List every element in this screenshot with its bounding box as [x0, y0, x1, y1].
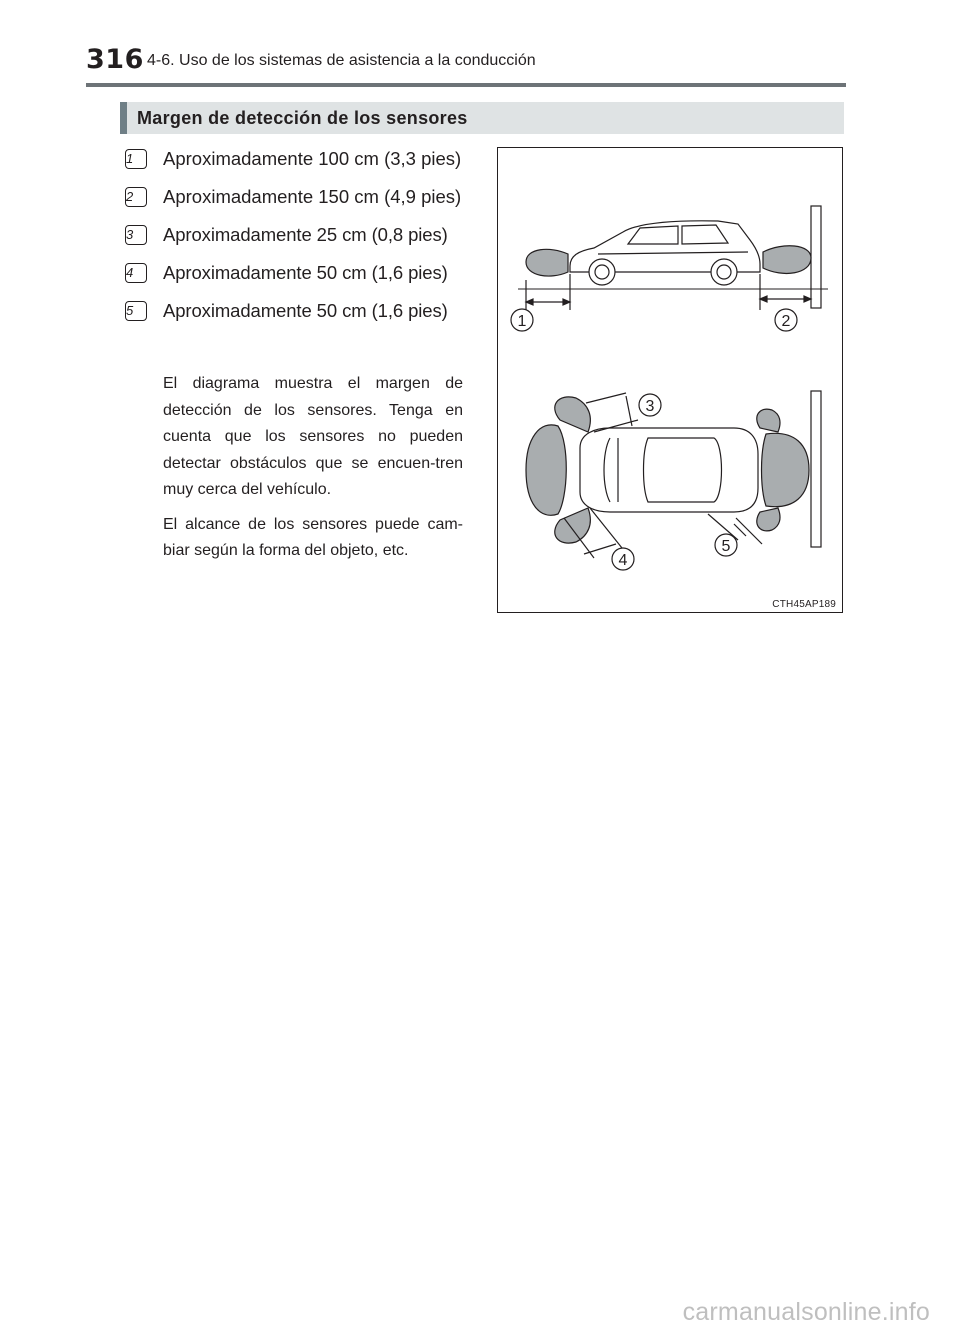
- rear-detection-zone-icon: [763, 246, 811, 274]
- item-number-marker: 2: [125, 187, 147, 207]
- list-item: [125, 181, 465, 212]
- page-number: 316: [86, 44, 144, 75]
- note-paragraph: El diagrama muestra el margen de detección de los sensores. Tenga en cuenta que los sensores no pueden detectar obstáculos que se encuen-tren muy cerca del vehículo.: [163, 375, 463, 498]
- wall-icon: [811, 206, 821, 308]
- section-heading-bar: [120, 102, 844, 134]
- list-item-text: Aproximadamente 50 cm (1,6 pies): [163, 300, 448, 321]
- callout-label: 2: [781, 313, 791, 330]
- sensor-range-diagram: [497, 147, 843, 613]
- item-number-marker: 1: [125, 149, 147, 169]
- chapter-title: 4-6. Uso de los sistemas de asistencia a la conducción: [147, 52, 536, 69]
- notes-block: [163, 371, 463, 573]
- callout-label: 3: [645, 398, 655, 415]
- watermark: carmanualsonline.info: [682, 1298, 930, 1326]
- figure-code: CTH45AP189: [772, 599, 836, 610]
- list-item-text: Aproximadamente 50 cm (1,6 pies): [163, 262, 448, 283]
- list-item: [125, 295, 465, 326]
- section-title: Margen de detección de los sensores: [137, 108, 468, 128]
- callout-label: 4: [618, 552, 628, 569]
- header-divider: [86, 83, 846, 87]
- wall-icon: [811, 391, 821, 547]
- car-top-icon: [580, 428, 758, 512]
- sensor-range-illustration: [498, 148, 844, 614]
- wheel-icon: [711, 259, 737, 285]
- callout-label: 1: [517, 313, 527, 330]
- item-number-marker: 3: [125, 225, 147, 245]
- section-heading-accent: [120, 102, 127, 134]
- list-item-text: Aproximadamente 100 cm (3,3 pies): [163, 148, 462, 169]
- rear-detection-zone-icon: [762, 433, 810, 506]
- note-paragraph: El alcance de los sensores puede cam-biar según la forma del objeto, etc.: [163, 515, 463, 559]
- item-number-marker: 4: [125, 263, 147, 283]
- list-item: [125, 143, 465, 174]
- list-item-text: Aproximadamente 25 cm (0,8 pies): [163, 224, 448, 245]
- front-detection-zone-icon: [526, 425, 566, 515]
- item-number-marker: 5: [125, 301, 147, 321]
- list-item: [125, 257, 465, 288]
- wheel-icon: [589, 259, 615, 285]
- callout-label: 5: [721, 538, 731, 555]
- front-detection-zone-icon: [526, 249, 568, 276]
- detection-range-list: [125, 143, 465, 333]
- list-item-text: Aproximadamente 150 cm (4,9 pies): [163, 186, 462, 207]
- list-item: [125, 219, 465, 250]
